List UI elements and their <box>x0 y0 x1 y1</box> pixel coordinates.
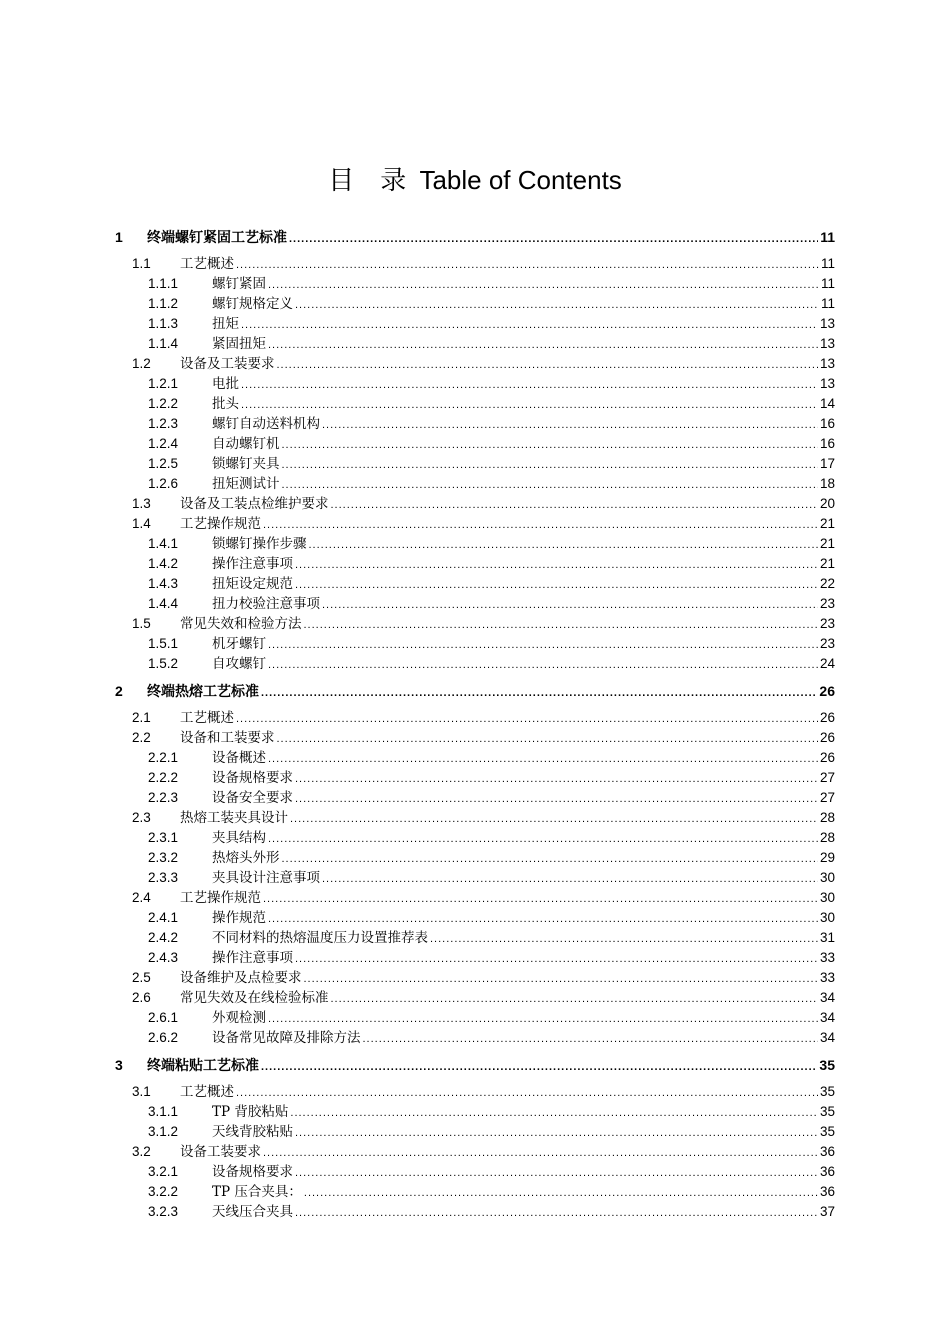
toc-entry[interactable] <box>115 768 835 788</box>
toc-entry[interactable] <box>115 828 835 848</box>
toc-entry-page: 31 <box>819 930 835 945</box>
toc-entry-number: 2.3.3 <box>148 870 179 885</box>
toc-entry[interactable] <box>115 394 835 414</box>
toc-entry-number: 1 <box>115 229 123 245</box>
dot-leader <box>261 679 817 706</box>
toc-entry-title: 锁螺钉操作步骤 <box>212 536 307 552</box>
dot-leader <box>295 1162 818 1183</box>
toc-entry-page: 26 <box>819 730 835 745</box>
toc-entry-number: 1.2.5 <box>148 456 179 471</box>
toc-entry-page: 21 <box>819 516 835 531</box>
dot-leader <box>268 1008 818 1029</box>
toc-entry-title: 工艺操作规范 <box>180 890 261 906</box>
page-title-cn: 目 录 <box>328 166 407 196</box>
dot-leader <box>261 1053 817 1080</box>
toc-entry[interactable] <box>115 254 835 274</box>
toc-entry-number: 1.1.2 <box>148 296 179 311</box>
toc-entry-number: 2.2 <box>132 730 151 745</box>
toc-entry-page: 11 <box>820 276 835 291</box>
dot-leader <box>268 274 819 295</box>
toc-entry-page: 14 <box>819 396 835 411</box>
toc-entry-page: 27 <box>819 770 835 785</box>
toc-entry[interactable] <box>115 948 835 968</box>
toc-entry[interactable] <box>115 1142 835 1162</box>
dot-leader <box>295 294 819 315</box>
dot-leader <box>363 1028 818 1049</box>
toc-entry[interactable] <box>115 728 835 748</box>
dot-leader <box>263 1142 818 1163</box>
toc-entry-number: 2.2.2 <box>148 770 179 785</box>
toc-entry[interactable] <box>115 908 835 928</box>
toc-entry-page: 21 <box>819 556 835 571</box>
toc-entry-number: 3.2.1 <box>148 1164 179 1179</box>
toc-entry[interactable] <box>115 554 835 574</box>
toc-entry-page: 34 <box>819 990 835 1005</box>
toc-entry-page: 35 <box>819 1057 835 1073</box>
toc-entry[interactable] <box>115 374 835 394</box>
toc-entry-number: 1.4.2 <box>148 556 179 571</box>
toc-entry-page: 23 <box>819 616 835 631</box>
toc-entry-page: 11 <box>820 256 835 271</box>
dot-leader <box>304 1182 818 1203</box>
toc-entry[interactable] <box>115 654 835 674</box>
toc-entry-number: 3.2 <box>132 1144 151 1159</box>
toc-entry[interactable] <box>115 414 835 434</box>
toc-entry-page: 35 <box>819 1084 835 1099</box>
toc-entry[interactable] <box>115 848 835 868</box>
dot-leader <box>290 808 818 829</box>
toc-entry-title: 锁螺钉夹具 <box>212 456 280 472</box>
toc-entry-title: 天线压合夹具 <box>212 1204 293 1220</box>
toc-entry-page: 35 <box>819 1104 835 1119</box>
toc-entry-number: 2.5 <box>132 970 151 985</box>
dot-leader <box>282 848 818 869</box>
toc-entry-title: TP 压合夹具： <box>212 1184 302 1200</box>
toc-entry-title: 紧固扭矩 <box>212 336 266 352</box>
page-title <box>0 160 950 197</box>
toc-entry-page: 30 <box>819 890 835 905</box>
toc-entry[interactable] <box>115 1052 835 1078</box>
toc-entry[interactable] <box>115 1162 835 1182</box>
toc-entry-page: 20 <box>819 496 835 511</box>
toc-entry-number: 1.2.3 <box>148 416 179 431</box>
toc-entry-page: 16 <box>819 436 835 451</box>
toc-entry[interactable] <box>115 454 835 474</box>
toc-entry-number: 3.1.2 <box>148 1124 179 1139</box>
dot-leader <box>268 908 818 929</box>
dot-leader <box>295 768 818 789</box>
toc-entry-title: 设备工装要求 <box>180 1144 261 1160</box>
dot-leader <box>241 314 818 335</box>
dot-leader <box>295 1122 818 1143</box>
toc-entry-title: 热熔工装夹具设计 <box>180 810 288 826</box>
dot-leader <box>322 868 818 889</box>
toc-entry-title: 常见失效和检验方法 <box>180 616 302 632</box>
toc-entry-title: 设备概述 <box>212 750 266 766</box>
dot-leader <box>268 828 818 849</box>
toc-entry[interactable] <box>115 678 835 704</box>
toc-entry-page: 26 <box>819 710 835 725</box>
dot-leader <box>268 654 818 675</box>
dot-leader <box>236 1082 818 1103</box>
toc-entry-page: 36 <box>819 1164 835 1179</box>
toc-entry-number: 2.2.1 <box>148 750 179 765</box>
toc-entry[interactable] <box>115 748 835 768</box>
toc-entry-number: 1.2.2 <box>148 396 179 411</box>
toc-entry-title: 自动螺钉机 <box>212 436 280 452</box>
toc-entry[interactable] <box>115 334 835 354</box>
dot-leader <box>241 394 818 415</box>
toc-entry[interactable] <box>115 1122 835 1142</box>
toc-entry[interactable] <box>115 708 835 728</box>
toc-entry-number: 2.4.1 <box>148 910 179 925</box>
toc-entry-number: 1.5.2 <box>148 656 179 671</box>
dot-leader <box>295 1202 818 1223</box>
toc-entry[interactable] <box>115 808 835 828</box>
dot-leader <box>309 534 818 555</box>
toc-entry-page: 28 <box>819 810 835 825</box>
toc-entry-title: 扭力校验注意事项 <box>212 596 320 612</box>
toc-entry[interactable] <box>115 788 835 808</box>
toc-entry-title: 外观检测 <box>212 1010 266 1026</box>
toc-entry-title: 扭矩测试计 <box>212 476 280 492</box>
toc-entry-page: 13 <box>819 336 835 351</box>
toc-entry-title: 终端粘贴工艺标准 <box>147 1058 259 1074</box>
toc-entry[interactable] <box>115 514 835 534</box>
dot-leader <box>331 988 818 1009</box>
toc-entry-page: 13 <box>819 376 835 391</box>
toc-entry-page: 36 <box>819 1184 835 1199</box>
toc-entry-title: 常见失效及在线检验标准 <box>180 990 329 1006</box>
toc-entry-page: 16 <box>819 416 835 431</box>
toc-entry-page: 35 <box>819 1124 835 1139</box>
toc-entry-title: 操作注意事项 <box>212 556 293 572</box>
toc-entry[interactable] <box>115 1202 835 1222</box>
toc-entry-page: 11 <box>820 229 835 245</box>
toc-entry[interactable] <box>115 634 835 654</box>
dot-leader <box>295 948 818 969</box>
toc-entry-page: 30 <box>819 910 835 925</box>
toc-entry-page: 33 <box>819 970 835 985</box>
toc-entry-title: 不同材料的热熔温度压力设置推荐表 <box>212 930 428 946</box>
toc-entry-title: 热熔头外形 <box>212 850 280 866</box>
toc-entry[interactable] <box>115 494 835 514</box>
toc-entry-number: 1.4.4 <box>148 596 179 611</box>
toc-entry-title: 操作注意事项 <box>212 950 293 966</box>
toc-entry-number: 2.1 <box>132 710 151 725</box>
table-of-contents <box>115 220 835 1222</box>
dot-leader <box>289 225 818 252</box>
toc-entry-page: 24 <box>819 656 835 671</box>
toc-entry-title: 扭矩设定规范 <box>212 576 293 592</box>
toc-entry[interactable] <box>115 434 835 454</box>
toc-entry[interactable] <box>115 1082 835 1102</box>
toc-entry-title: 设备维护及点检要求 <box>180 970 302 986</box>
dot-leader <box>290 1102 818 1123</box>
toc-entry-title: 工艺操作规范 <box>180 516 261 532</box>
toc-entry-title: 终端螺钉紧固工艺标准 <box>147 230 287 246</box>
dot-leader <box>277 728 818 749</box>
toc-entry-page: 18 <box>819 476 835 491</box>
toc-entry-number: 2.3 <box>132 810 151 825</box>
toc-entry[interactable] <box>115 888 835 908</box>
toc-entry-title: 工艺概述 <box>180 710 234 726</box>
toc-entry[interactable] <box>115 614 835 634</box>
toc-entry-number: 1.3 <box>132 496 151 511</box>
toc-entry-number: 2.4.2 <box>148 930 179 945</box>
dot-leader <box>268 748 818 769</box>
dot-leader <box>430 928 818 949</box>
toc-entry-page: 34 <box>819 1030 835 1045</box>
dot-leader <box>263 888 818 909</box>
dot-leader <box>304 614 818 635</box>
toc-entry-number: 1.1.4 <box>148 336 179 351</box>
toc-entry[interactable] <box>115 1028 835 1048</box>
toc-entry-number: 1.5 <box>132 616 151 631</box>
toc-entry-number: 1.2.6 <box>148 476 179 491</box>
toc-entry-page: 23 <box>819 636 835 651</box>
toc-entry[interactable] <box>115 354 835 374</box>
toc-entry[interactable] <box>115 594 835 614</box>
toc-entry-page: 26 <box>819 750 835 765</box>
toc-entry[interactable] <box>115 274 835 294</box>
toc-entry-number: 2.3.2 <box>148 850 179 865</box>
toc-entry-page: 22 <box>819 576 835 591</box>
dot-leader <box>304 968 818 989</box>
toc-entry-number: 2.4 <box>132 890 151 905</box>
toc-entry-number: 2.6 <box>132 990 151 1005</box>
toc-entry-number: 2.4.3 <box>148 950 179 965</box>
toc-entry-number: 3.1 <box>132 1084 151 1099</box>
toc-entry[interactable] <box>115 224 835 250</box>
dot-leader <box>236 708 818 729</box>
dot-leader <box>277 354 818 375</box>
dot-leader <box>236 254 819 275</box>
dot-leader <box>282 474 818 495</box>
dot-leader <box>331 494 818 515</box>
toc-entry-title: 天线背胶粘贴 <box>212 1124 293 1140</box>
toc-entry-page: 33 <box>819 950 835 965</box>
toc-entry[interactable] <box>115 474 835 494</box>
dot-leader <box>282 454 818 475</box>
toc-entry-title: 螺钉自动送料机构 <box>212 416 320 432</box>
toc-entry-title: 设备及工装点检维护要求 <box>180 496 329 512</box>
toc-entry-number: 1.4.1 <box>148 536 179 551</box>
toc-entry-title: 设备和工装要求 <box>180 730 275 746</box>
toc-entry-title: 扭矩 <box>212 316 239 332</box>
toc-entry-title: 设备规格要求 <box>212 1164 293 1180</box>
dot-leader <box>268 334 818 355</box>
toc-entry-page: 27 <box>819 790 835 805</box>
toc-entry-number: 1.4 <box>132 516 151 531</box>
toc-entry-title: 工艺概述 <box>180 1084 234 1100</box>
toc-entry-page: 21 <box>819 536 835 551</box>
toc-entry-number: 1.2 <box>132 356 151 371</box>
toc-entry[interactable] <box>115 534 835 554</box>
toc-entry-number: 1.2.1 <box>148 376 179 391</box>
toc-entry-page: 26 <box>819 683 835 699</box>
toc-entry-page: 13 <box>819 316 835 331</box>
toc-entry-title: 终端热熔工艺标准 <box>147 684 259 700</box>
toc-entry-title: 批头 <box>212 396 239 412</box>
toc-entry-title: 螺钉紧固 <box>212 276 266 292</box>
toc-entry[interactable] <box>115 868 835 888</box>
toc-entry-number: 2.6.1 <box>148 1010 179 1025</box>
toc-entry-page: 34 <box>819 1010 835 1025</box>
toc-entry-page: 36 <box>819 1144 835 1159</box>
toc-entry-number: 2.3.1 <box>148 830 179 845</box>
toc-entry[interactable] <box>115 928 835 948</box>
toc-entry-title: 夹具结构 <box>212 830 266 846</box>
toc-entry[interactable] <box>115 1102 835 1122</box>
toc-entry-number: 1.5.1 <box>148 636 179 651</box>
dot-leader <box>263 514 818 535</box>
dot-leader <box>322 594 818 615</box>
toc-entry-number: 1.2.4 <box>148 436 179 451</box>
toc-entry-title: 自攻螺钉 <box>212 656 266 672</box>
toc-entry-number: 1.4.3 <box>148 576 179 591</box>
toc-entry-title: 机牙螺钉 <box>212 636 266 652</box>
toc-entry-number: 1.1.1 <box>148 276 179 291</box>
toc-entry[interactable] <box>115 314 835 334</box>
toc-entry-page: 29 <box>819 850 835 865</box>
toc-entry-title: 工艺概述 <box>180 256 234 272</box>
toc-entry-number: 2.6.2 <box>148 1030 179 1045</box>
toc-entry[interactable] <box>115 1008 835 1028</box>
dot-leader <box>282 434 818 455</box>
toc-entry-page: 37 <box>819 1204 835 1219</box>
toc-entry-title: 设备常见故障及排除方法 <box>212 1030 361 1046</box>
page-title-en: Table of Contents <box>419 165 622 195</box>
dot-leader <box>295 574 818 595</box>
toc-entry-number: 3.2.3 <box>148 1204 179 1219</box>
toc-entry[interactable] <box>115 574 835 594</box>
toc-entry-number: 2 <box>115 683 123 699</box>
toc-entry-number: 3.1.1 <box>148 1104 179 1119</box>
dot-leader <box>322 414 818 435</box>
toc-entry-number: 2.2.3 <box>148 790 179 805</box>
toc-entry-title: 螺钉规格定义 <box>212 296 293 312</box>
toc-entry-title: TP 背胶粘贴 <box>212 1104 289 1120</box>
toc-entry[interactable] <box>115 988 835 1008</box>
toc-entry[interactable] <box>115 968 835 988</box>
toc-entry[interactable] <box>115 294 835 314</box>
dot-leader <box>241 374 818 395</box>
toc-entry-title: 电批 <box>212 376 239 392</box>
toc-entry-number: 3 <box>115 1057 123 1073</box>
toc-entry-title: 夹具设计注意事项 <box>212 870 320 886</box>
toc-entry-number: 1.1.3 <box>148 316 179 331</box>
toc-entry[interactable] <box>115 1182 835 1202</box>
toc-entry-page: 13 <box>819 356 835 371</box>
dot-leader <box>295 788 818 809</box>
toc-entry-title: 设备安全要求 <box>212 790 293 806</box>
toc-entry-number: 1.1 <box>132 256 151 271</box>
toc-entry-number: 3.2.2 <box>148 1184 179 1199</box>
toc-entry-page: 11 <box>820 296 835 311</box>
dot-leader <box>295 554 818 575</box>
toc-entry-page: 30 <box>819 870 835 885</box>
toc-entry-page: 17 <box>819 456 835 471</box>
toc-entry-title: 操作规范 <box>212 910 266 926</box>
toc-entry-page: 23 <box>819 596 835 611</box>
dot-leader <box>268 634 818 655</box>
toc-entry-title: 设备规格要求 <box>212 770 293 786</box>
toc-entry-page: 28 <box>819 830 835 845</box>
toc-entry-title: 设备及工装要求 <box>180 356 275 372</box>
